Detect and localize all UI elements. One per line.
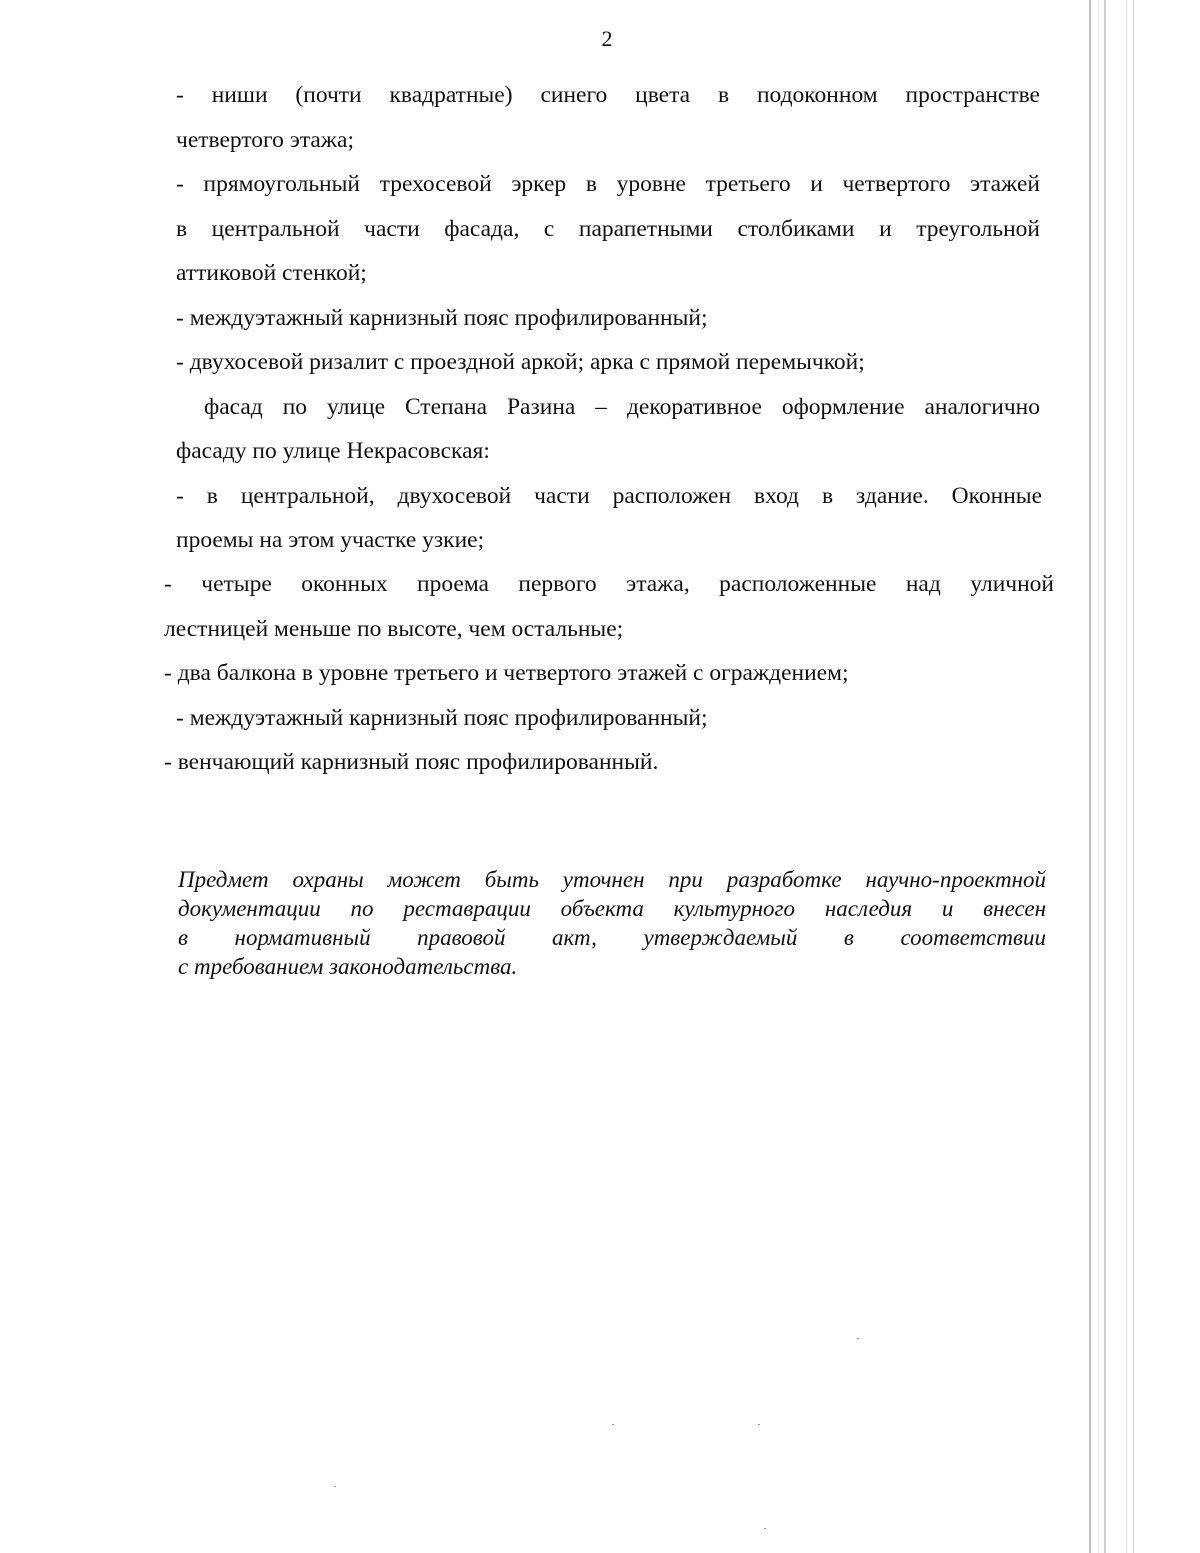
text-line: - междуэтажный карнизный пояс профилированный; — [176, 705, 708, 731]
scan-edge-line — [1126, 0, 1127, 1553]
text-line: в центральной части фасада, с парапетными столбиками и треугольной — [176, 216, 1040, 242]
scan-speck — [764, 1528, 766, 1529]
text-line: четвертого этажа; — [176, 127, 355, 153]
scan-speck — [334, 1486, 336, 1487]
text-line: фасад по улице Степана Разина – декоративное оформление аналогично — [204, 394, 1040, 420]
note-line: в нормативный правовой акт, утверждаемый в соответствии — [178, 925, 1046, 950]
text-line: - прямоугольный трехосевой эркер в уровне третьего и четвертого этажей — [176, 171, 1040, 197]
text-line: - четыре оконных проема первого этажа, расположенные над уличной — [164, 571, 1054, 597]
text-line: - в центральной, двухосевой части расположен вход в здание. Оконные — [176, 483, 1042, 509]
text-line: - два балкона в уровне третьего и четвертого этажей с ограждением; — [164, 660, 849, 686]
scan-speck — [758, 1424, 760, 1425]
text-line: - междуэтажный карнизный пояс профилированный; — [176, 305, 708, 331]
text-line: лестницей меньше по высоте, чем остальные; — [164, 616, 624, 642]
text-line: проемы на этом участке узкие; — [176, 527, 485, 553]
scan-speck — [857, 1338, 859, 1339]
scan-edge-line — [1098, 0, 1099, 1553]
scan-edge-line — [1104, 0, 1106, 1553]
note-line: Предмет охраны может быть уточнен при разработке научно-проектной — [178, 867, 1046, 892]
page-number: 2 — [601, 26, 613, 51]
text-line: - венчающий карнизный пояс профилированный. — [164, 749, 659, 775]
text-line: - ниши (почти квадратные) синего цвета в подоконном пространстве — [176, 82, 1040, 108]
scan-edge-line — [1133, 0, 1134, 1553]
text-line: - двухосевой ризалит с проездной аркой; арка с прямой перемычкой; — [176, 349, 865, 375]
text-line: фасаду по улице Некрасовская: — [176, 438, 490, 464]
scan-speck — [612, 1424, 614, 1425]
note-line: с требованием законодательства. — [178, 954, 518, 979]
text-line: аттиковой стенкой; — [176, 260, 367, 286]
note-line: документации по реставрации объекта культурного наследия и внесен — [178, 896, 1046, 921]
scan-edge-line — [1089, 0, 1091, 1553]
